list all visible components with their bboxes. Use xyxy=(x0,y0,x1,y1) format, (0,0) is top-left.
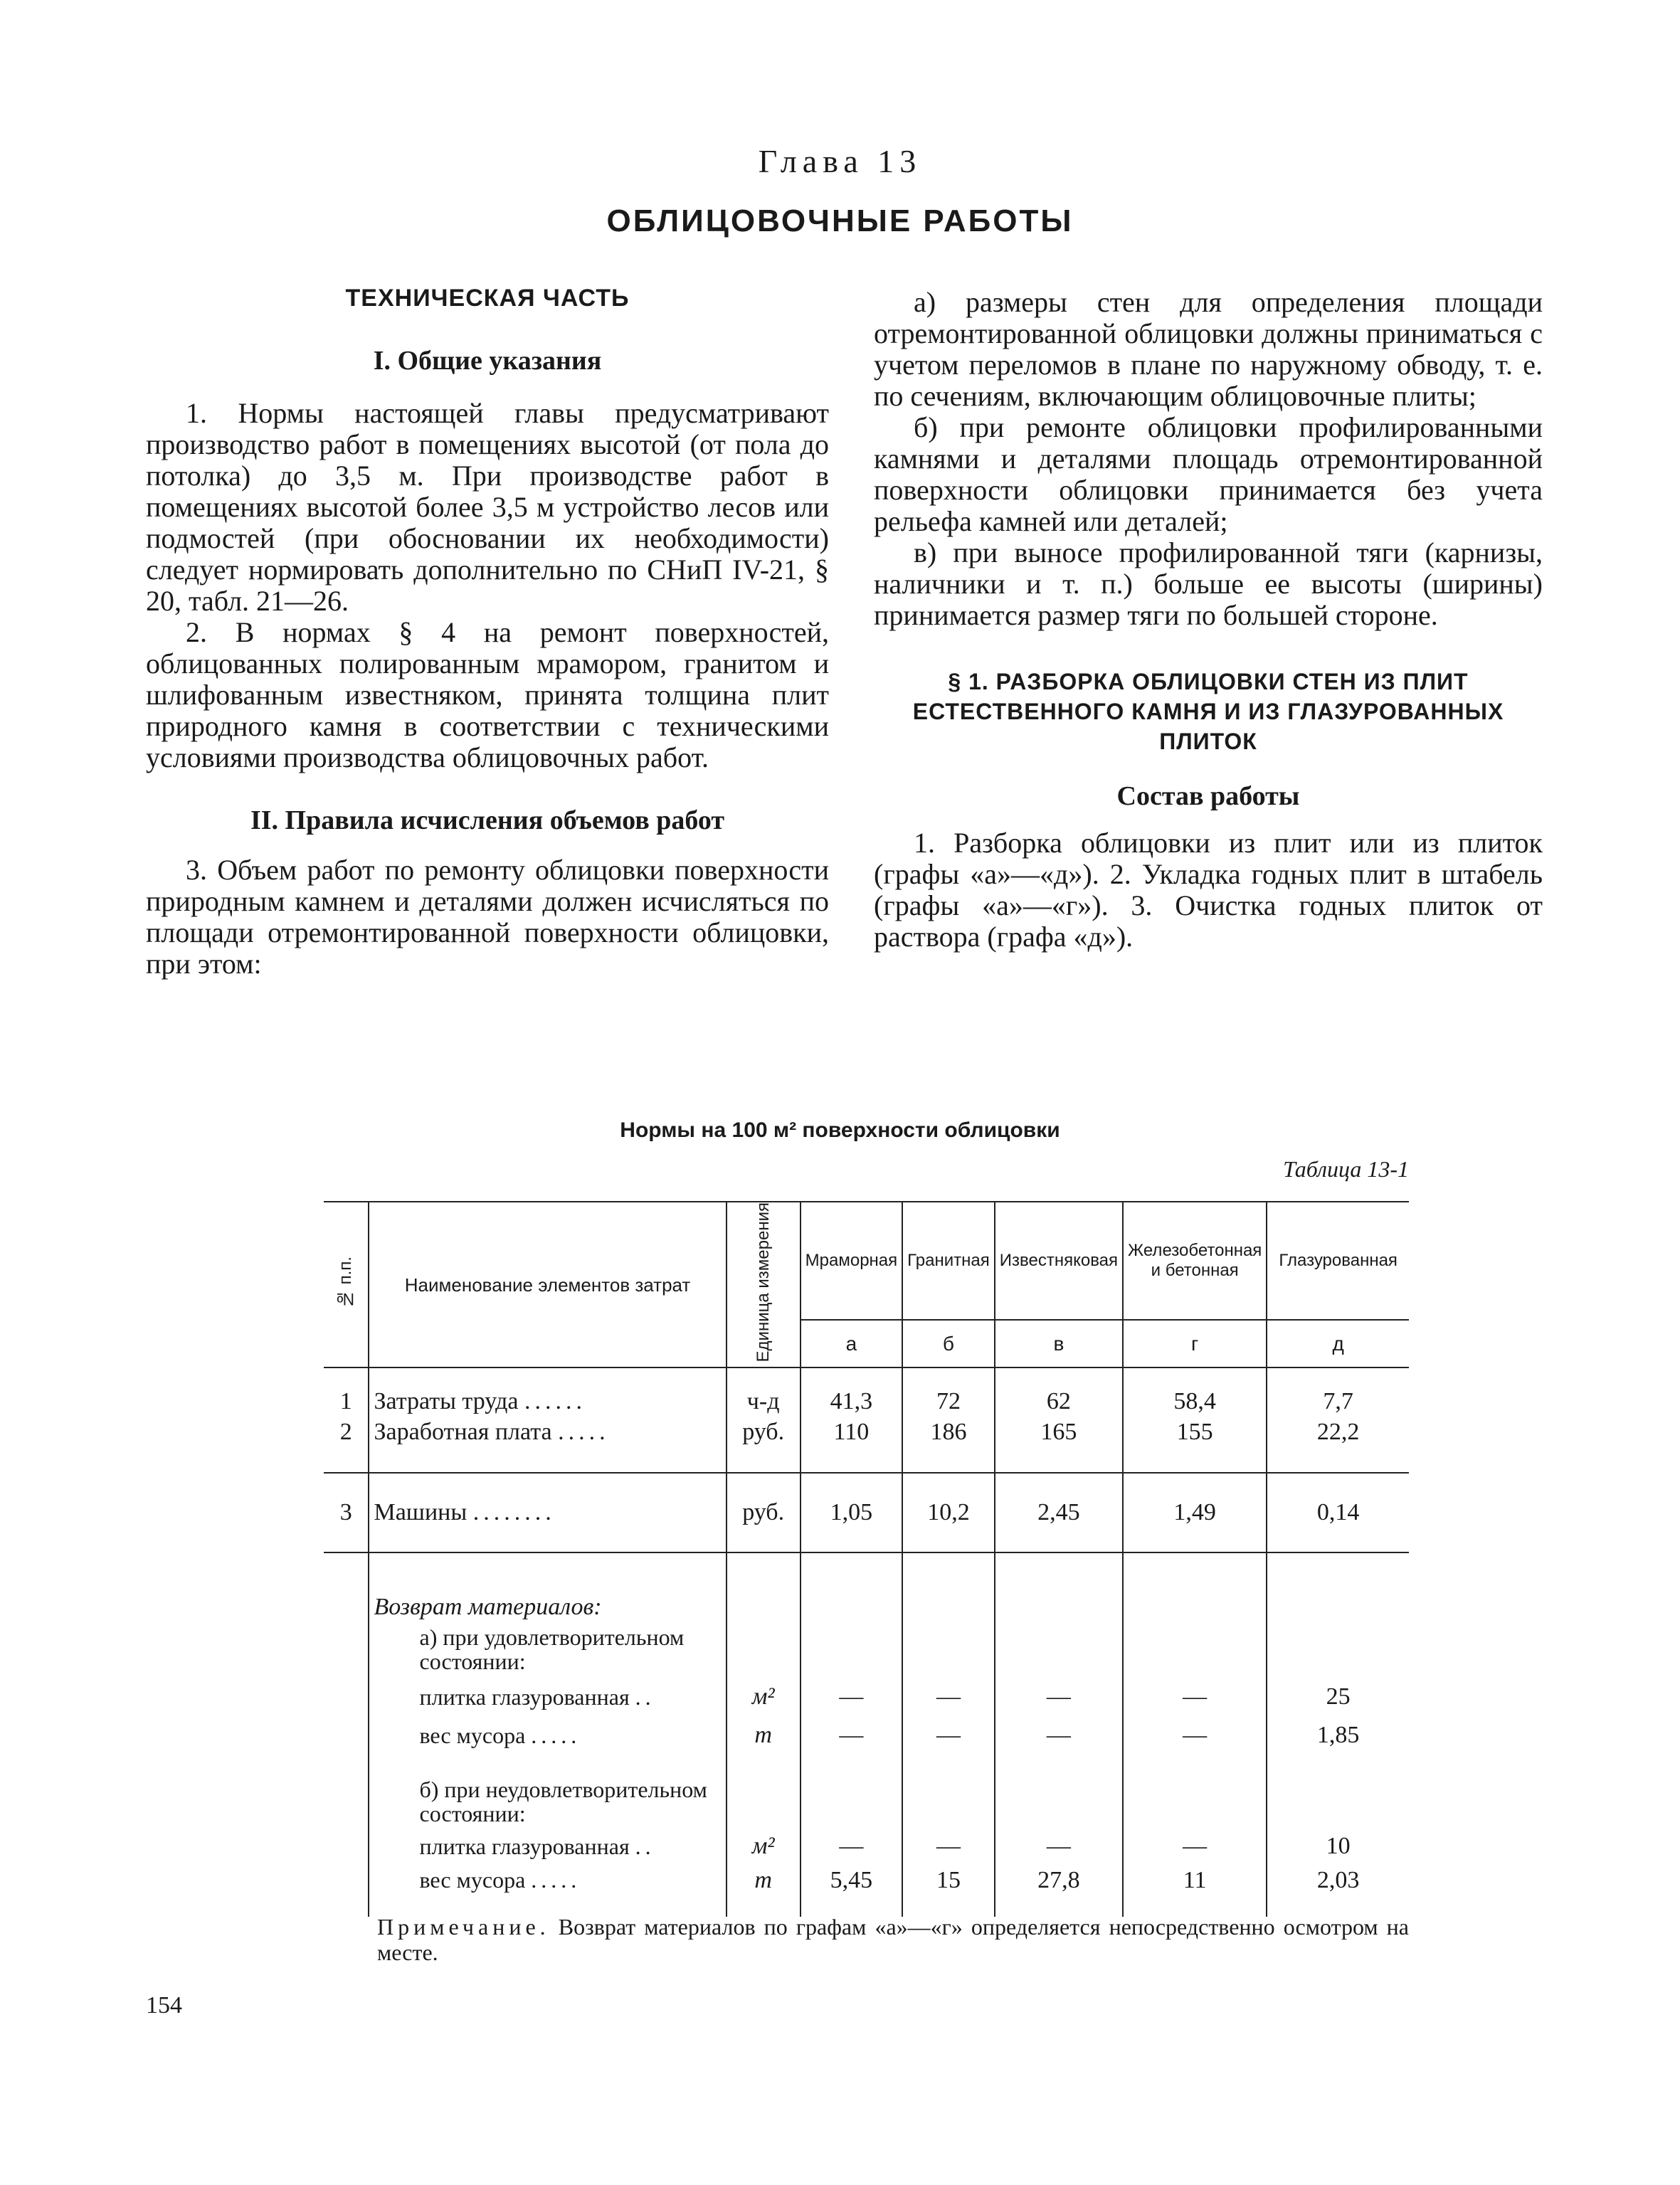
return-title: Возврат материалов: xyxy=(369,1552,726,1621)
table-row: плитка глазурованная .. м² — — — — 25 xyxy=(324,1678,1409,1716)
table-row: 1 Затраты труда ...... ч-д 41,3 72 62 58,4 7,7 xyxy=(324,1367,1409,1419)
heading-work-composition: Состав работы xyxy=(1116,781,1300,811)
paragraph-1: 1. Нормы настоящей главы предусматривают производство работ в помещениях высотой (от пола до потолка) до 3,5 м. При производстве работ в помещениях высотой более 3,5 м устройство лесов или подмостей (при обосновании их необходимости) следует нормировать дополнительно по СНиП IV-21, § 20, табл. 21—26. xyxy=(146,397,829,617)
table-row: 2 Заработная плата ..... руб. 110 186 165 155 22,2 xyxy=(324,1419,1409,1473)
header-col-b: Гранитная xyxy=(902,1202,995,1320)
right-column xyxy=(874,287,1543,953)
chapter-title: ОБЛИЦОВОЧНЫЕ РАБОТЫ xyxy=(606,203,1074,238)
letter-b: б xyxy=(902,1320,995,1368)
paragraph-b: б) при ремонте облицовки профилированными камнями и деталями площадь отремонтированной поверхности облицовки принимается без учета рельефа камней или деталей; xyxy=(874,411,1543,537)
header-col-d: Глазурованная xyxy=(1267,1202,1409,1320)
table-row: 3 Машины ........ руб. 1,05 10,2 2,45 1,49 0,14 xyxy=(324,1473,1409,1552)
heading-rules: II. Правила исчисления объемов работ xyxy=(250,805,725,835)
header-unit: Единица измерения xyxy=(727,1202,801,1367)
paragraph-a: а) размеры стен для определения площади отремонтированной облицовки должны приниматься с учетом переломов в плане по наружному обводу, т. е. по сечениям, включающим облицовочные плиты; xyxy=(874,286,1543,412)
header-col-a: Мраморная xyxy=(801,1202,902,1320)
header-name: Наименование элементов затрат xyxy=(369,1202,726,1367)
table-row: вес мусора ..... т 5,45 15 27,8 11 2,03 xyxy=(324,1867,1409,1917)
letter-a: а xyxy=(801,1320,902,1368)
header-col-g: Железобетонная и бетонная xyxy=(1123,1202,1267,1320)
table-note xyxy=(377,1914,1409,1965)
paragraph-3: 3. Объем работ по ремонту облицовки поверхности природным камнем и деталями должен исчисляться по площади отремонтированной поверхности облицовки, при этом: xyxy=(146,854,829,980)
section-technical: ТЕХНИЧЕСКАЯ ЧАСТЬ xyxy=(345,285,630,312)
header-col-v: Известняковая xyxy=(995,1202,1123,1320)
condition-a: а) при удовлетворительном состоянии: xyxy=(369,1621,726,1678)
table-row: плитка глазурованная .. м² — — — — 10 xyxy=(324,1826,1409,1867)
letter-v: в xyxy=(995,1320,1123,1368)
left-column xyxy=(146,285,829,980)
section-1-heading: § 1. РАЗБОРКА ОБЛИЦОВКИ СТЕН ИЗ ПЛИТ ЕСТЕСТВЕННОГО КАМНЯ И ИЗ ГЛАЗУРОВАННЫХ ПЛИТОК xyxy=(912,669,1504,754)
condition-b: б) при неудовлетворительном состоянии: xyxy=(369,1755,726,1826)
table-row: вес мусора ..... т — — — — 1,85 xyxy=(324,1716,1409,1755)
paragraph-work-composition: 1. Разборка облицовки из плит или из плиток (графы «а»—«д»). 2. Укладка годных плит в штабель (графы «а»—«г»). 3. Очистка годных плиток от раствора (графа «д»). xyxy=(874,827,1543,953)
letter-d: д xyxy=(1267,1320,1409,1368)
page-number: 154 xyxy=(146,1992,182,2019)
table-number: Таблица 13-1 xyxy=(1283,1156,1409,1182)
chapter-label: Глава 13 xyxy=(758,143,922,179)
paragraph-c: в) при выносе профилированной тяги (карнизы, наличники и т. п.) больше ее высоты (ширины) принимается размер тяги по большей стороне. xyxy=(874,536,1543,631)
note-text: Возврат материалов по графам «а»—«г» определяется непосредственно осмотром на месте. xyxy=(377,1914,1410,1965)
paragraph-2: 2. В нормах § 4 на ремонт поверхностей, облицованных полированным мрамором, гранитом и шлифованным известняком, принята толщина плит природного камня в соответствии с техническими условиями производства облицовочных работ. xyxy=(146,616,829,773)
norms-table xyxy=(324,1201,1409,1917)
table-caption: Нормы на 100 м² поверхности облицовки xyxy=(620,1118,1060,1142)
heading-general: I. Общие указания xyxy=(373,346,602,376)
note-label: Примечание. xyxy=(377,1914,550,1940)
letter-g: г xyxy=(1123,1320,1267,1368)
header-number: № п.п. xyxy=(324,1202,369,1367)
